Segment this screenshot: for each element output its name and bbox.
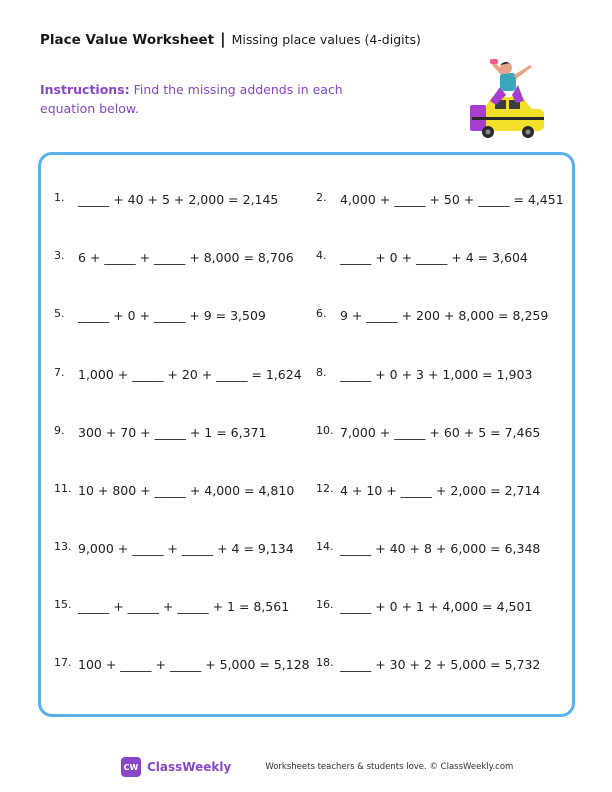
problem-11 [54,482,314,502]
problem-number: 11. [54,482,72,495]
problem-number: 10. [316,424,334,437]
problem-equation: _____ + 0 + 3 + 1,000 = 1,903 [340,367,533,382]
problem-13 [54,540,314,560]
problem-equation: 9 + _____ + 200 + 8,000 = 8,259 [340,308,549,323]
instructions [40,80,350,118]
classweekly-logo: CW [121,757,141,777]
problem-17 [54,656,314,676]
problem-equation: 4,000 + _____ + 50 + _____ = 4,451 [340,192,564,207]
brand-name: ClassWeekly [147,760,232,774]
worksheet-title: Place Value Worksheet [40,32,215,48]
problem-18 [316,656,576,676]
problem-equation: 7,000 + _____ + 60 + 5 = 7,465 [340,425,541,440]
problem-3 [54,249,314,269]
problem-1 [54,191,314,211]
problem-number: 2. [316,191,327,204]
kid-on-car-illustration [470,57,550,139]
problem-equation: _____ + _____ + _____ + 1 = 8,561 [78,599,290,614]
problem-equation: 9,000 + _____ + _____ + 4 = 9,134 [78,541,294,556]
problem-number: 1. [54,191,65,204]
problem-15 [54,598,314,618]
problem-number: 4. [316,249,327,262]
problem-number: 13. [54,540,72,553]
title-separator: | [220,30,226,48]
problem-number: 9. [54,424,65,437]
problem-number: 8. [316,366,327,379]
problem-equation: 10 + 800 + _____ + 4,000 = 4,810 [78,483,295,498]
problem-2 [316,191,576,211]
problem-equation: _____ + 0 + 1 + 4,000 = 4,501 [340,599,533,614]
problem-equation: _____ + 0 + _____ + 9 = 3,509 [78,308,266,323]
problem-number: 5. [54,307,65,320]
problem-number: 6. [316,307,327,320]
problem-equation: 6 + _____ + _____ + 8,000 = 8,706 [78,250,294,265]
problem-number: 17. [54,656,72,669]
problem-equation: _____ + 40 + 5 + 2,000 = 2,145 [78,192,279,207]
problem-equation: 4 + 10 + _____ + 2,000 = 2,714 [340,483,541,498]
problem-8 [316,366,576,386]
problem-10 [316,424,576,444]
instructions-text: Find the missing addends in each equation below. [40,82,343,116]
instructions-label: Instructions: [40,82,130,97]
problem-number: 7. [54,366,65,379]
problem-equation: _____ + 40 + 8 + 6,000 = 6,348 [340,541,541,556]
problem-9 [54,424,314,444]
problem-7 [54,366,314,386]
problem-14 [316,540,576,560]
worksheet-header [40,30,421,48]
footer-tagline: Worksheets teachers & students love. © ClassWeekly.com [265,762,514,772]
problem-number: 16. [316,598,334,611]
problem-number: 18. [316,656,334,669]
problem-number: 12. [316,482,334,495]
problem-equation: 300 + 70 + _____ + 1 = 6,371 [78,425,267,440]
problem-equation: 1,000 + _____ + 20 + _____ = 1,624 [78,367,302,382]
problem-number: 15. [54,598,72,611]
footer [121,757,513,777]
problem-number: 3. [54,249,65,262]
problem-number: 14. [316,540,334,553]
problem-5 [54,307,314,327]
problem-equation: _____ + 30 + 2 + 5,000 = 5,732 [340,657,541,672]
problem-12 [316,482,576,502]
problem-equation: _____ + 0 + _____ + 4 = 3,604 [340,250,528,265]
problem-6 [316,307,576,327]
problem-4 [316,249,576,269]
problem-16 [316,598,576,618]
worksheet-subtitle: Missing place values (4-digits) [231,32,421,47]
problem-equation: 100 + _____ + _____ + 5,000 = 5,128 [78,657,310,672]
